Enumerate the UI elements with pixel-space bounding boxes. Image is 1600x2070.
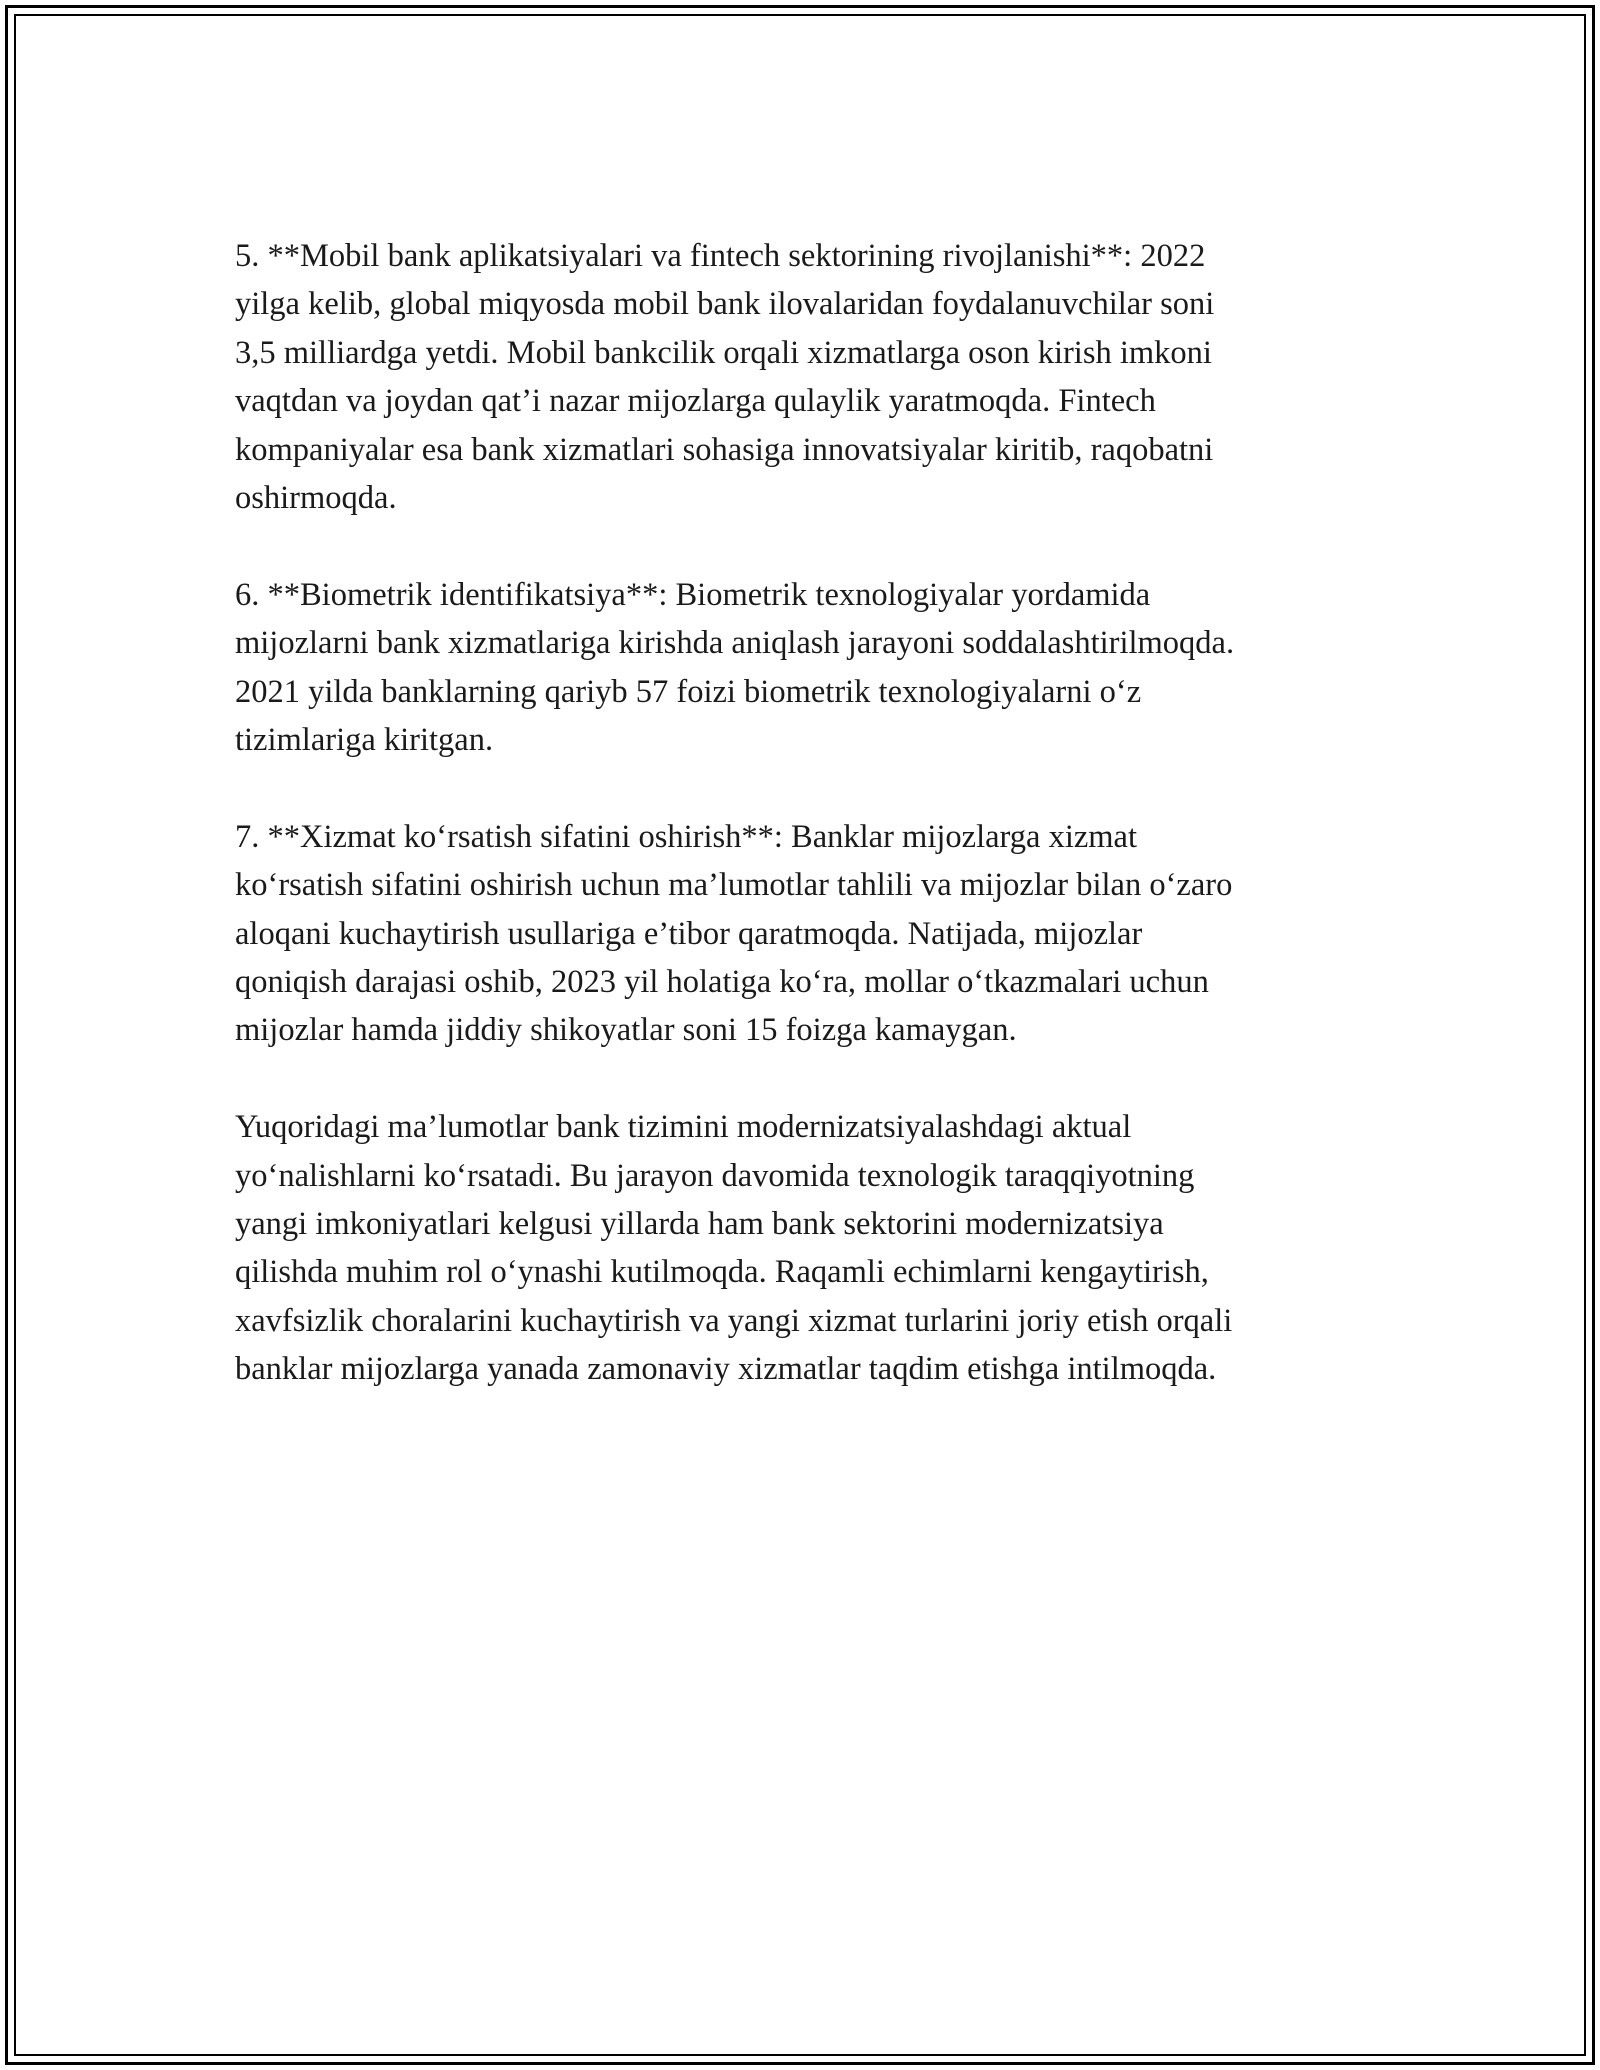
text-line: 2021 yilda banklarning qariyb 57 foizi biometrik texnologiyalarni o‘z [235,673,1142,710]
text-line: qilishda muhim rol o‘ynashi kutilmoqda. Raqamli echimlarni kengaytirish, [235,1254,1209,1291]
text-line: xavfsizlik choralarini kuchaytirish va yangi xizmat turlarini joriy etish orqali [235,1302,1233,1339]
text-line: 6. **Biometrik identifikatsiya**: Biometrik texnologiyalar yordamida [235,576,1151,613]
text-line: 5. **Mobil bank aplikatsiyalari va fintech sektorining rivojlanishi**: 2022 [235,238,1206,274]
text-line: yilga kelib, global miqyosda mobil bank ilovalaridan foydalanuvchilar soni [235,286,1215,323]
paragraph-service-quality [235,813,1375,1055]
text-line: oshirmoqda. [235,480,397,517]
text-line: yo‘nalishlarni ko‘rsatadi. Bu jarayon davomida texnologik taraqqiyotning [235,1157,1195,1194]
text-line: Yuqoridagi ma’lumotlar bank tizimini modernizatsiyalashdagi aktual [235,1109,1132,1146]
text-line: vaqtdan va joydan qat’i nazar mijozlarga qulaylik yaratmoqda. Fintech [235,383,1156,420]
text-line: tizimlariga kiritgan. [235,722,494,759]
text-line: yangi imkoniyatlari kelgusi yillarda ham bank sektorini modernizatsiya [235,1206,1164,1243]
text-line: 7. **Xizmat ko‘rsatish sifatini oshirish**: Banklar mijozlarga xizmat [235,818,1138,855]
text-line: 3,5 milliardga yetdi. Mobil bankcilik orqali xizmatlarga oson kirish imkoni [235,334,1212,371]
document-body [235,232,1375,1442]
text-line: aloqani kuchaytirish usullariga e’tibor qaratmoqda. Natijada, mijozlar [235,915,1143,952]
paragraph-mobile-banking [235,232,1375,522]
text-line: qoniqish darajasi oshib, 2023 yil holatiga ko‘ra, mollar o‘tkazmalari uchun [235,964,1209,1001]
text-line: banklar mijozlarga yanada zamonaviy xizmatlar taqdim etishga intilmoqda. [235,1351,1217,1388]
paragraph-conclusion [235,1103,1375,1393]
text-line: mijozlar hamda jiddiy shikoyatlar soni 15 foizga kamaygan. [235,1012,1017,1049]
text-line: kompaniyalar esa bank xizmatlari sohasiga innovatsiyalar kiritib, raqobatni [235,431,1214,468]
text-line: ko‘rsatish sifatini oshirish uchun ma’lumotlar tahlili va mijozlar bilan o‘zaro [235,867,1233,904]
paragraph-biometric-identification [235,571,1375,765]
text-line: mijozlarni bank xizmatlariga kirishda aniqlash jarayoni soddalashtirilmoqda. [235,625,1235,662]
